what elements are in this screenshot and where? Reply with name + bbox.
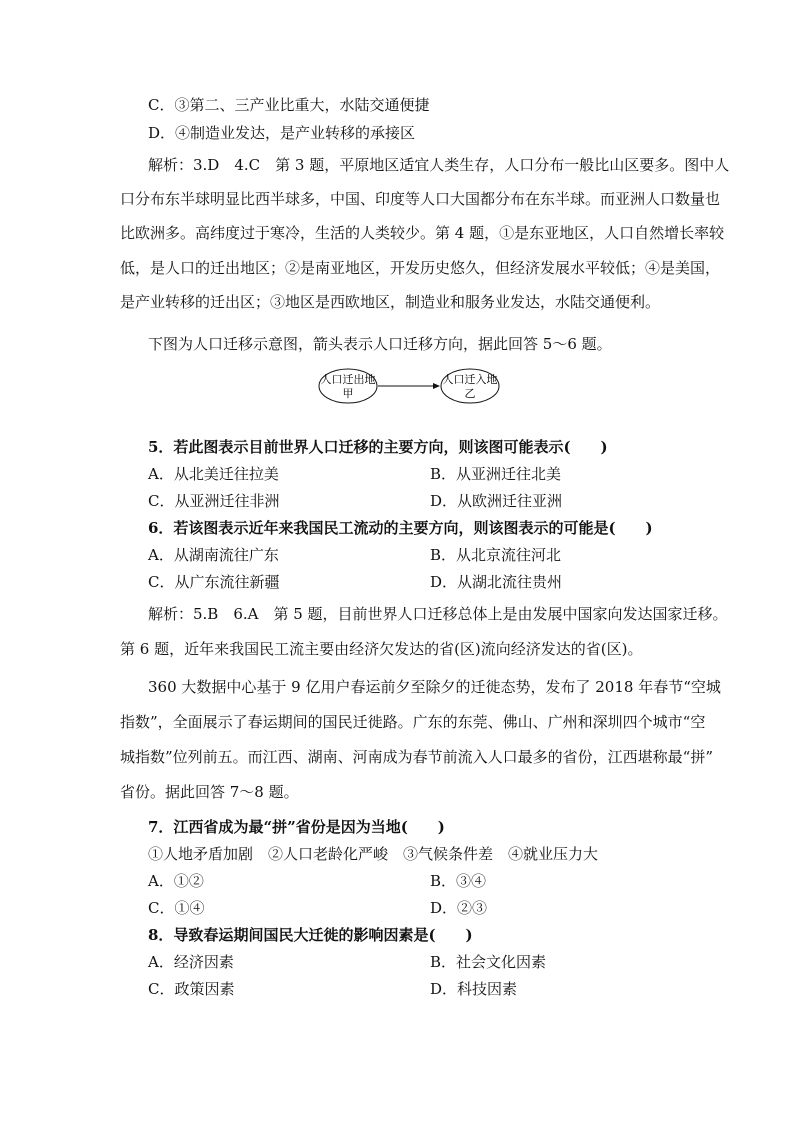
explanation-line: 比欧洲多。高纬度过于寒冷，生活的人类较少。第 4 题，①是东亚地区，人口自然增长率较: [120, 224, 725, 242]
option-d: D．从湖北流往贵州: [430, 573, 563, 591]
option-b: B．从北京流往河北: [430, 546, 562, 564]
option-a: A．从北美迁往拉美: [148, 465, 279, 483]
option-c: C．从广东流往新疆: [148, 573, 280, 591]
intro-q5-q6: 下图为人口迁移示意图，箭头表示人口迁移方向，据此回答 5～6 题。: [148, 335, 612, 353]
option-b: B．从亚洲迁往北美: [430, 465, 562, 483]
option-c: C．①④: [148, 899, 205, 917]
intro-line: 城指数”位列前五。而江西、湖南、河南成为春节前流入人口最多的省份，江西堪称最“拼”: [120, 748, 714, 766]
intro-line: 指数”，全面展示了春运期间的国民迁徙路。广东的东莞、佛山、广州和深圳四个城市“空: [120, 713, 706, 731]
option-d: D．从欧洲迁往亚洲: [430, 492, 563, 510]
option-b: B．③④: [430, 872, 487, 890]
intro-line: 360 大数据中心基于 9 亿用户春运前夕至除夕的迁徙态势，发布了 2018 年春节“空城: [148, 678, 721, 696]
migration-diagram: [318, 367, 518, 405]
option-b: B．社会文化因素: [430, 953, 547, 971]
explanation-line: 解析：5.B 6.A 第 5 题，目前世界人口迁移总体上是由发展中国家向发达国家迁移。: [148, 605, 728, 623]
option-a: A．从湖南流往广东: [148, 546, 279, 564]
option-c: C．从亚洲迁往非洲: [148, 492, 280, 510]
question-stem: 7．江西省成为最“拼”省份是因为当地( ): [148, 818, 445, 836]
question-stem: 6．若该图表示近年来我国民工流动的主要方向，则该图表示的可能是( ): [148, 519, 653, 537]
q4-option-c: C．③第二、三产业比重大，水陆交通便捷: [148, 96, 430, 114]
option-c: C．政策因素: [148, 980, 235, 998]
question-items: ①人地矛盾加剧 ②人口老龄化严峻 ③气候条件差 ④就业压力大: [148, 845, 599, 863]
explanation-line: 解析：3.D 4.C 第 3 题，平原地区适宜人类生存，人口分布一般比山区要多。图中人: [148, 156, 730, 174]
origin-sublabel: 甲: [342, 387, 354, 400]
option-a: A．经济因素: [148, 953, 234, 971]
intro-line: 省份。据此回答 7～8 题。: [120, 783, 299, 801]
explanation-line: 口分布东半球明显比西半球多，中国、印度等人口大国都分布在东半球。而亚洲人口数量也: [120, 190, 721, 208]
destination-label: 人口迁入地: [442, 373, 498, 386]
option-d: D．②③: [430, 899, 488, 917]
question-stem: 5．若此图表示目前世界人口迁移的主要方向，则该图可能表示( ): [148, 438, 608, 456]
origin-label: 人口迁出地: [320, 373, 376, 386]
question-stem: 8．导致春运期间国民大迁徙的影响因素是( ): [148, 926, 473, 944]
explanation-line: 低，是人口的迁出地区；②是南亚地区，开发历史悠久，但经济发展水平较低；④是美国，: [120, 259, 721, 277]
destination-sublabel: 乙: [464, 387, 476, 400]
option-d: D．科技因素: [430, 980, 518, 998]
explanation-line: 是产业转移的迁出区；③地区是西欧地区，制造业和服务业发达，水陆交通便利。: [120, 293, 661, 311]
q4-option-d: D．④制造业发达，是产业转移的承接区: [148, 124, 416, 142]
option-a: A．①②: [148, 872, 204, 890]
explanation-line: 第 6 题，近年来我国民工流主要由经济欠发达的省(区)流向经济发达的省(区)。: [120, 640, 643, 658]
